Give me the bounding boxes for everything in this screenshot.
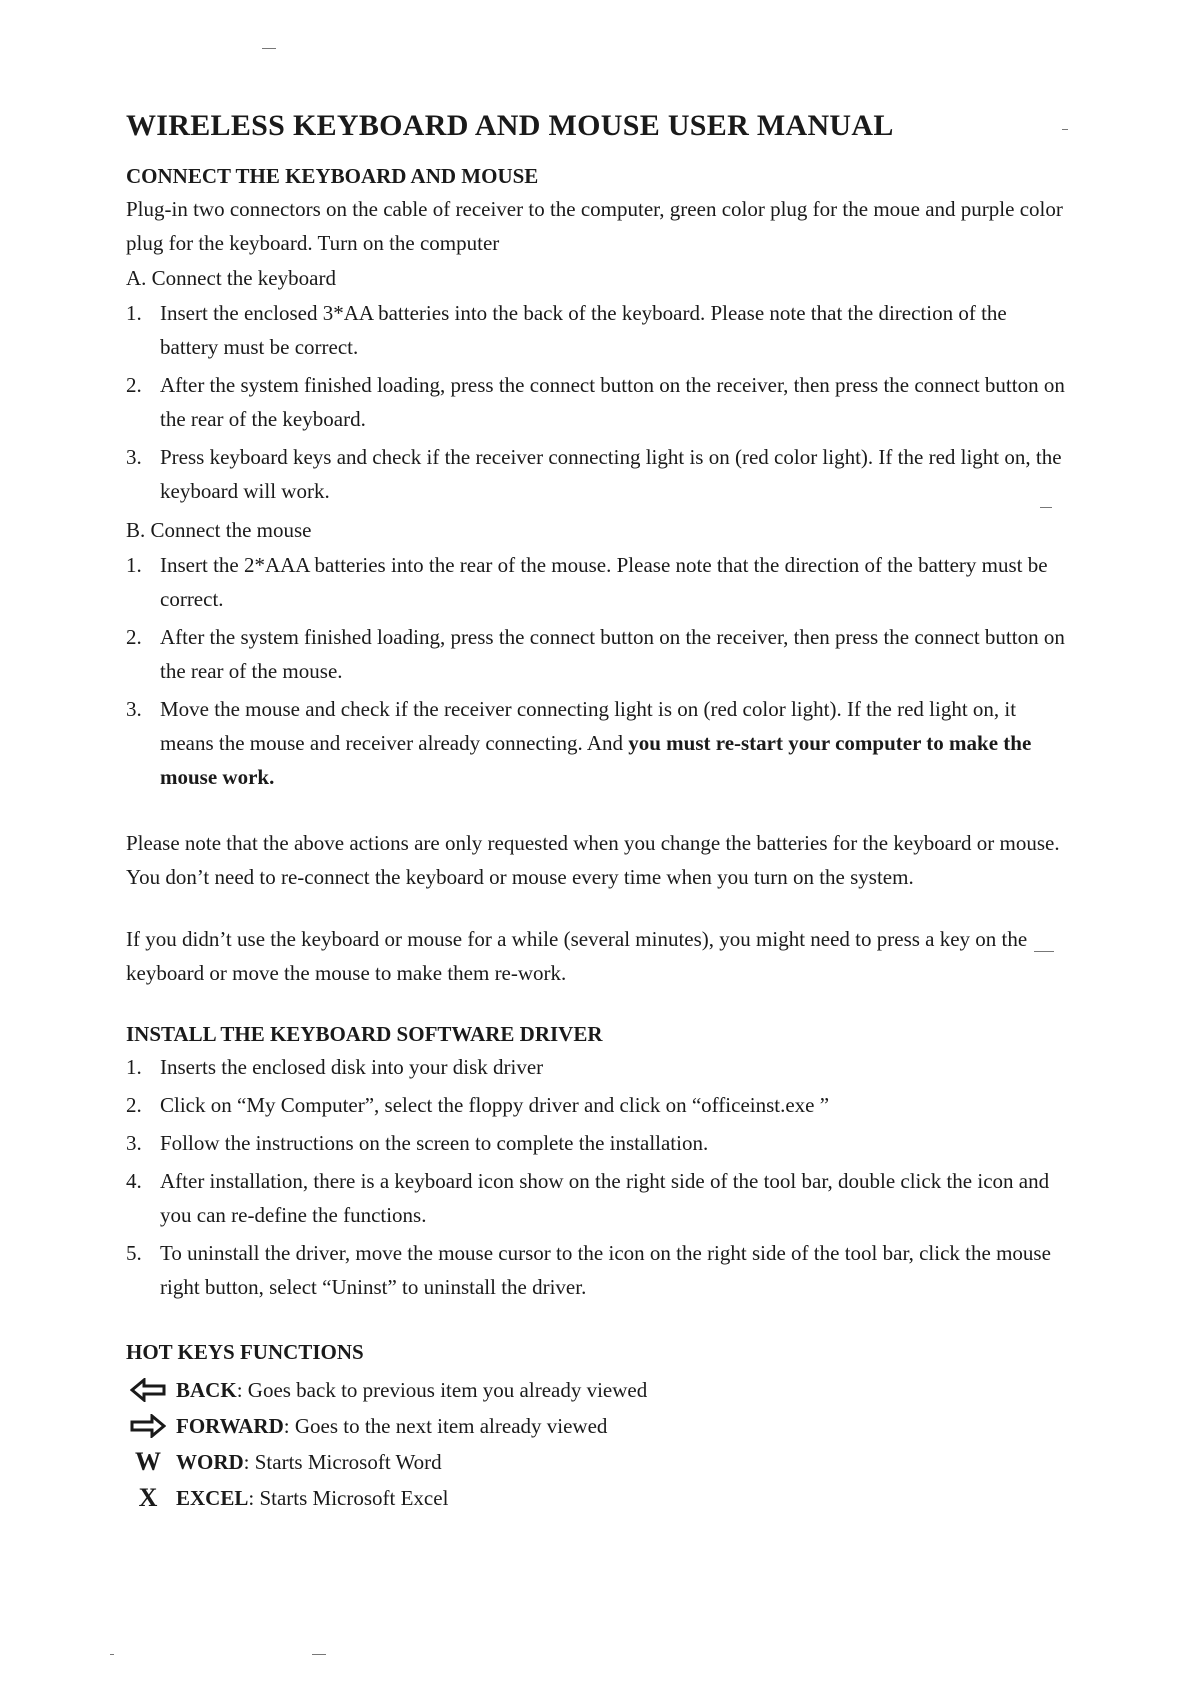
step-text: Insert the 2*AAA batteries into the rear of the mouse. Please note that the direction of the battery must be correct. xyxy=(160,553,1048,611)
step-text: After the system finished loading, press the connect button on the receiver, then press the connect button on the rear of the mouse. xyxy=(160,625,1065,683)
list-item xyxy=(126,620,1066,688)
step-text: To uninstall the driver, move the mouse cursor to the icon on the right side of the tool bar, click the mouse right button, select “Uninst” to uninstall the driver. xyxy=(160,1241,1051,1299)
spacer xyxy=(126,798,1066,826)
step-text: Insert the enclosed 3*AA batteries into the back of the keyboard. Please note that the direction of the battery must be correct. xyxy=(160,301,1007,359)
battery-note: Please note that the above actions are only requested when you change the batteries for the keyboard or mouse. You don’t need to re-connect the keyboard or mouse every time when you turn on the system. xyxy=(126,831,1060,889)
hotkey-name: BACK xyxy=(176,1378,237,1402)
step-text: Inserts the enclosed disk into your disk driver xyxy=(160,1055,544,1079)
step-number: 2. xyxy=(126,1093,142,1117)
list-item xyxy=(126,1050,1066,1084)
word-icon: W xyxy=(135,1447,161,1476)
step-number: 1. xyxy=(126,1055,142,1079)
install-section xyxy=(126,1018,1066,1304)
keyboard-steps xyxy=(126,296,1066,508)
step-text: Click on “My Computer”, select the floppy driver and click on “officeinst.exe ” xyxy=(160,1093,830,1117)
connect-intro: Plug-in two connectors on the cable of receiver to the computer, green color plug for the moue and purple color plug for the keyboard. Turn on the computer xyxy=(126,197,1063,255)
step-number: 4. xyxy=(126,1169,142,1193)
hotkey-desc: : Starts Microsoft Word xyxy=(243,1450,442,1474)
hotkey-name: WORD xyxy=(176,1450,244,1474)
spacer xyxy=(126,1308,1066,1336)
list-item xyxy=(126,1236,1066,1304)
restart-warning: you must re-start your computer to make the mouse work. xyxy=(160,731,1032,789)
step-text: After installation, there is a keyboard icon show on the right side of the tool bar, double click the icon and you can re-define the functions. xyxy=(160,1169,1050,1227)
manual-content xyxy=(126,108,1066,1516)
back-arrow-icon xyxy=(126,1378,170,1402)
step-text: After the system finished loading, press the connect button on the receiver, then press the connect button on the rear of the keyboard. xyxy=(160,373,1065,431)
step-text: Press keyboard keys and check if the receiver connecting light is on (red color light). If the red light on, the keyboard will work. xyxy=(160,445,1062,503)
keyboard-subheading: A. Connect the keyboard xyxy=(126,266,336,290)
hotkey-desc: : Goes back to previous item you already viewed xyxy=(236,1378,648,1402)
hotkey-forward xyxy=(126,1408,1066,1444)
list-item xyxy=(126,296,1066,364)
forward-arrow-icon xyxy=(126,1414,170,1438)
hotkey-desc: : Starts Microsoft Excel xyxy=(248,1486,449,1510)
hotkey-word xyxy=(126,1444,1066,1480)
scan-speck xyxy=(110,1654,114,1655)
hotkey-excel xyxy=(126,1480,1066,1516)
step-number: 1. xyxy=(126,301,142,325)
list-item xyxy=(126,368,1066,436)
list-item xyxy=(126,440,1066,508)
step-number: 5. xyxy=(126,1241,142,1265)
install-steps xyxy=(126,1050,1066,1304)
hotkey-desc: : Goes to the next item already viewed xyxy=(283,1414,608,1438)
hotkey-back xyxy=(126,1372,1066,1408)
list-item xyxy=(126,1164,1066,1232)
idle-note: If you didn’t use the keyboard or mouse for a while (several minutes), you might need to press a key on the keyboard or move the mouse to make them re-work. xyxy=(126,927,1028,985)
step-number: 2. xyxy=(126,625,142,649)
step-number: 1. xyxy=(126,553,142,577)
spacer xyxy=(126,894,1066,922)
hotkey-name: EXCEL xyxy=(176,1486,249,1510)
page-title: WIRELESS KEYBOARD AND MOUSE USER MANUAL xyxy=(126,109,894,142)
list-item xyxy=(126,548,1066,616)
scan-speck xyxy=(262,48,276,49)
step-number: 3. xyxy=(126,445,142,469)
hotkey-name: FORWARD xyxy=(176,1414,284,1438)
list-item xyxy=(126,1088,1066,1122)
spacer xyxy=(126,990,1066,1018)
connect-heading: CONNECT THE KEYBOARD AND MOUSE xyxy=(126,164,539,188)
hotkeys-section xyxy=(126,1336,1066,1516)
step-number: 3. xyxy=(126,1131,142,1155)
scan-speck xyxy=(312,1654,326,1655)
step-number: 2. xyxy=(126,373,142,397)
hotkeys-list xyxy=(126,1372,1066,1516)
list-item xyxy=(126,1126,1066,1160)
step-number: 3. xyxy=(126,697,142,721)
mouse-subheading: B. Connect the mouse xyxy=(126,518,312,542)
step-text: Follow the instructions on the screen to complete the installation. xyxy=(160,1131,709,1155)
excel-icon: X xyxy=(138,1483,158,1512)
hotkeys-heading: HOT KEYS FUNCTIONS xyxy=(126,1340,364,1364)
connect-section xyxy=(126,160,1066,990)
list-item xyxy=(126,692,1066,794)
install-heading: INSTALL THE KEYBOARD SOFTWARE DRIVER xyxy=(126,1022,603,1046)
step-text: Move the mouse and check if the receiver connecting light is on (red color light). If the red light on, it means the mouse and receiver already connecting. And xyxy=(160,697,1017,755)
mouse-steps xyxy=(126,548,1066,794)
